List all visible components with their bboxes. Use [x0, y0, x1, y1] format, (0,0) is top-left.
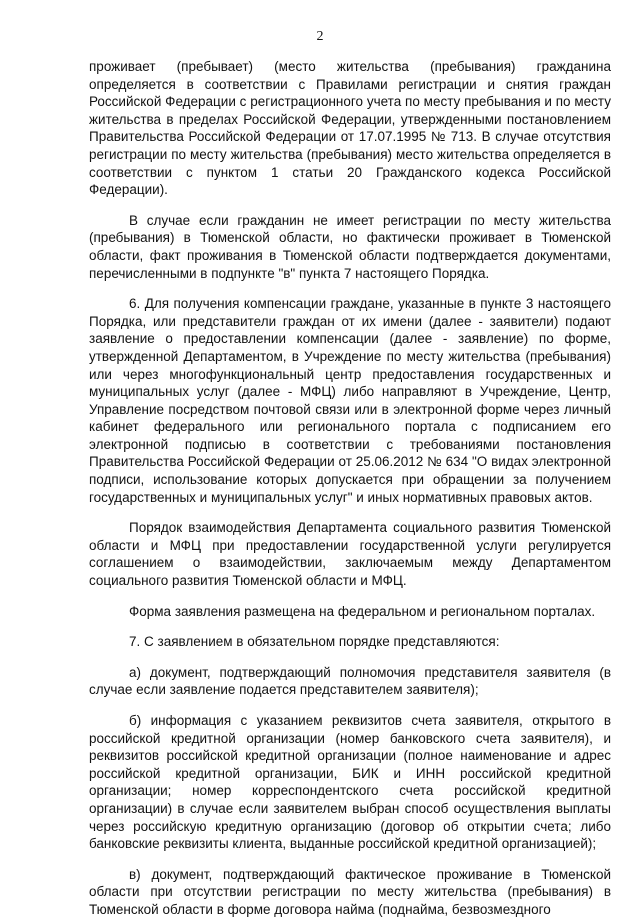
paragraph-item-6-application: 6. Для получения компенсации граждане, указанные в пункте 3 настоящего Порядка, или представители граждан от их имени (далее - заявители) подают заявление о предоставлении компенсации (далее - заявление) по форме, утвержденной Департаментом, в Учреждение по месту жительства (пребывания) или через многофункциональный центр предоставления государственных и муниципальных услуг (далее - МФЦ) либо направляют в Учреждение, Центр, Управление посредством почтовой связи или в электронной форме через личный кабинет федерального или регионального портала с подписанием его электронной подписью в соответствии с требованиями постановления Правительства Российской Федерации от 25.06.2012 № 634 "О видах электронной подписи, использование которых допускается при обращении за получением государственных и муниципальных услуг" и иных нормативных правовых актов.	[89, 296, 611, 505]
paragraph-subitem-b: б) информация с указанием реквизитов счета заявителя, открытого в российской кредитной организации (номер банковского счета заявителя), и реквизитов российской кредитной организации (полное наименование и адрес российской кредитной организации, БИК и ИНН российской кредитной организации; номер корреспондентского счета российской кредитной организации) в случае если заявителем выбран способ осуществления выплаты через российскую кредитную организацию (договор об открытии счета; либо банковские реквизиты клиента, выданные российской кредитной организацией);	[89, 713, 611, 852]
paragraph-mfc-interaction: Порядок взаимодействия Департамента социального развития Тюменской области и МФЦ при предоставлении государственной услуги регулируется соглашением о взаимодействии, заключаемым между Департаментом социального развития Тюменской области и МФЦ.	[89, 520, 611, 589]
paragraph-subitem-a: а) документ, подтверждающий полномочия представителя заявителя (в случае если заявление подается представителем заявителя);	[89, 664, 611, 698]
paragraph-no-registration: В случае если гражданин не имеет регистрации по месту жительства (пребывания) в Тюменской области, но фактически проживает в Тюменской области, факт проживания в Тюменской области подтверждается документами, перечисленными в подпункте "в" пункта 7 настоящего Порядка.	[89, 212, 611, 281]
paragraph-form-location: Форма заявления размещена на федеральном и региональном порталах.	[129, 603, 596, 619]
paragraph-item-7-heading: 7. С заявлением в обязательном порядке представляются:	[129, 634, 500, 650]
document-body	[89, 58, 611, 919]
paragraph-residence-definition: проживает (пребывает) (место жительства (пребывания) гражданина определяется в соответствии с Правилами регистрации и снятия граждан Российской Федерации с регистрационного учета по месту пребывания и по месту жительства в пределах Российской Федерации, утвержденными постановлением Правительства Российской Федерации от 17.07.1995 № 713. В случае отсутствия регистрации по месту жительства (пребывания) место жительства определяется в соответствии с пунктом 1 статьи 20 Гражданского кодекса Российской Федерации).	[89, 59, 611, 198]
paragraph-subitem-v: в) документ, подтверждающий фактическое проживание в Тюменской области при отсутствии регистрации по месту жительства (пребывания) в Тюменской области в форме договора найма (поднайма, безвозмездного	[89, 866, 611, 917]
page-number: 2	[316, 29, 324, 44]
